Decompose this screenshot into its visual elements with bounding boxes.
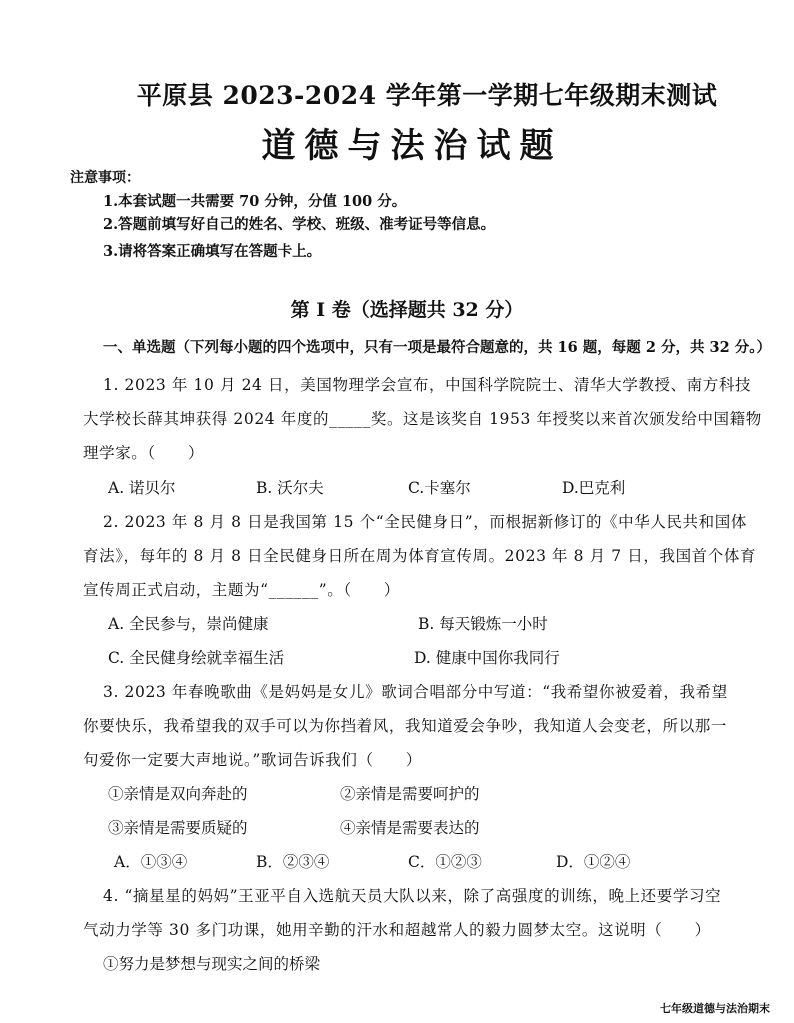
question-4-line: 气动力学等 30 多门功课，她用辛勤的汗水和超越常人的毅力圆梦太空。这说明（ ） <box>83 921 711 939</box>
notice-heading: 注意事项： <box>70 170 140 186</box>
notice-item: 1.本套试题一共需要 70 分钟，分值 100 分。 <box>103 193 407 210</box>
question-3-line: 你要快乐，我希望我的双手可以为你挡着风，我知道爱会争吵，我知道人会变老，所以那一 <box>83 717 728 735</box>
question-1-option-b: B. 沃尔夫 <box>256 479 324 497</box>
question-3-statement: ①亲情是双向奔赴的 <box>108 785 248 803</box>
notice-item: 2.答题前填写好自己的姓名、学校、班级、准考证号等信息。 <box>103 216 496 233</box>
notice-item: 3.请将答案正确填写在答题卡上。 <box>103 243 322 260</box>
question-1-line: 1. 2023 年 10 月 24 日，美国物理学会宣布，中国科学院院士、清华大学教授、南方科技 <box>103 376 752 394</box>
question-3-statement: ④亲情是需要表达的 <box>340 819 480 837</box>
question-2-line: 育法》，每年的 8 月 8 日全民健身日所在周为体育宣传周。2023 年 8 月 7 日，我国首个体育 <box>83 547 757 565</box>
page-footer: 七年级道德与法治期末 <box>660 1002 770 1015</box>
subject-title: 道德与法治试题 <box>261 126 563 166</box>
question-3-line: 3. 2023 年春晚歌曲《是妈妈是女儿》歌词合唱部分中写道：“我希望你被爱着，我希望 <box>103 683 728 701</box>
question-3-option-d: D．①②④ <box>556 853 631 871</box>
question-1-option-c: C.卡塞尔 <box>408 479 471 497</box>
question-2-option-d: D. 健康中国你我同行 <box>414 649 560 667</box>
question-1-line: 大学校长薛其坤获得 2024 年度的_____奖。这是该奖自 1953 年授奖以来首次颁发给中国籍物 <box>83 410 762 428</box>
question-1-option-d: D.巴克利 <box>562 479 626 497</box>
part-heading: 一、单选题（下列每小题的四个选项中，只有一项是最符合题意的，共 16 题，每题 2 分，共 32 分。） <box>103 339 771 356</box>
question-2-option-c: C. 全民健身绘就幸福生活 <box>108 649 285 667</box>
question-2-option-b: B. 每天锻炼一小时 <box>418 615 548 633</box>
question-4-line: 4. “摘星星的妈妈”王亚平自入选航天员大队以来，除了高强度的训练，晚上还要学习空 <box>103 887 722 905</box>
question-3-option-b: B．②③④ <box>256 853 330 871</box>
question-1-option-a: A. 诺贝尔 <box>108 479 176 497</box>
question-2-option-a: A. 全民参与，崇尚健康 <box>108 615 269 633</box>
section-title: 第 I 卷（选择题共 32 分） <box>290 299 524 321</box>
question-3-option-c: C．①②③ <box>408 853 482 871</box>
question-3-option-a: A．①③④ <box>114 853 188 871</box>
question-2-line: 宣传周正式启动，主题为“______”。（ ） <box>83 581 400 599</box>
question-3-statement: ②亲情是需要呵护的 <box>340 785 480 803</box>
question-4-statement: ①努力是梦想与现实之间的桥梁 <box>103 955 321 973</box>
question-3-statement: ③亲情是需要质疑的 <box>108 819 248 837</box>
exam-title: 平原县 2023-2024 学年第一学期七年级期末测试 <box>136 81 718 110</box>
question-2-line: 2. 2023 年 8 月 8 日是我国第 15 个“全民健身日”，而根据新修订的《中华人民共和国体 <box>103 513 747 531</box>
question-3-line: 句爱你一定要大声地说。”歌词告诉我们（ ） <box>83 751 422 769</box>
question-1-line: 理学家。（ ） <box>83 444 205 462</box>
